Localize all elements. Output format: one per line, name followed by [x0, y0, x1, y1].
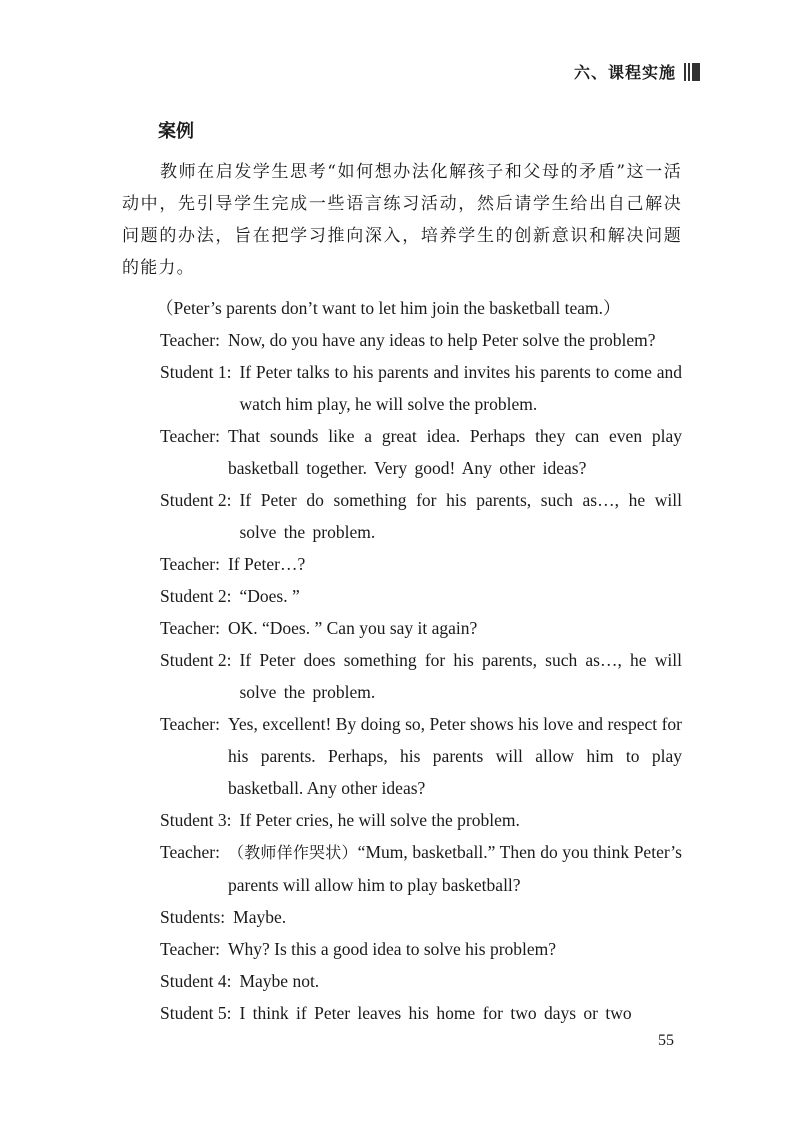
header-bars-decoration [684, 63, 700, 81]
dialogue-line [122, 836, 682, 901]
speaker-label: Student 1: [160, 362, 232, 382]
section-title: 案例 [158, 121, 194, 142]
scenario-note: （Peter’s parents don’t want to let him join the basketball team.） [156, 298, 621, 318]
dialogue-line [122, 644, 682, 708]
speaker-label: Student 2: [160, 490, 232, 510]
speaker-label: Teacher: [160, 842, 220, 862]
speaker-label: Student 2: [160, 650, 232, 670]
speaker-label: Teacher: [160, 554, 220, 574]
dialogue-line [122, 484, 682, 548]
dialogue-line [122, 804, 682, 836]
dialogue-line [122, 612, 682, 644]
speaker-label: Student 5: [160, 1003, 232, 1023]
dialogue-line [122, 901, 682, 933]
speech-text: OK. “Does. ” Can you say it again? [227, 618, 478, 638]
dialogue-line [122, 548, 682, 580]
dialogue-line [122, 356, 682, 420]
speech-text: If Peter cries, he will solve the problem. [239, 810, 520, 830]
speech-text: Why? Is this a good idea to solve his problem? [227, 939, 557, 959]
dialogue [122, 292, 682, 1029]
speech-text: Yes, excellent! By doing so, Peter shows his love and respect for his parents. Perhaps, his parents will allow him to play basketball. Any other ideas? [227, 714, 682, 798]
dialogue-line [122, 420, 682, 484]
dialogue-line [122, 580, 682, 612]
dialogue-line [122, 708, 682, 804]
speaker-label: Students: [160, 907, 226, 927]
running-header [574, 60, 700, 83]
running-title: 六、课程实施 [573, 63, 676, 82]
speech-text: Maybe. [233, 907, 287, 927]
speaker-label: Teacher: [160, 330, 220, 350]
page-content [122, 118, 682, 1029]
stage-direction: （教师佯作哭状） [227, 843, 358, 862]
speech-text: “Does. ” [239, 586, 300, 606]
speech-text: That sounds like a great idea. Perhaps they can even play basketball together. Very good! Any other ideas? [227, 426, 682, 478]
speech-text: If Peter…? [227, 554, 306, 574]
speaker-label: Student 2: [160, 586, 232, 606]
dialogue-line [122, 933, 682, 965]
speech-text: If Peter talks to his parents and invites his parents to come and watch him play, he will solve the problem. [239, 362, 682, 414]
dialogue-line [122, 965, 682, 997]
speech-text: If Peter does something for his parents, such as…, he will solve the problem. [239, 650, 682, 702]
speech-text [220, 836, 682, 901]
speaker-label: Student 3: [160, 810, 232, 830]
speech-text: Maybe not. [239, 971, 320, 991]
speech-text: I think if Peter leaves his home for two days or two [239, 1003, 632, 1023]
speaker-label: Teacher: [160, 426, 220, 446]
dialogue-line [122, 997, 682, 1029]
speaker-label: Teacher: [160, 939, 220, 959]
speech-text: Now, do you have any ideas to help Peter solve the problem? [227, 330, 656, 350]
dialogue-line [122, 324, 682, 356]
speaker-label: Student 4: [160, 971, 232, 991]
speech-text-part: “Mum, basketball.” Then do you think Peter’s parents will allow him to play basketball? [227, 842, 682, 895]
speech-text: If Peter do something for his parents, such as…, he will solve the problem. [239, 490, 682, 542]
speaker-label: Teacher: [160, 618, 220, 638]
page-number: 55 [658, 1032, 674, 1049]
speaker-label: Teacher: [160, 714, 220, 734]
intro-paragraph: 教师在启发学生思考“如何想办法化解孩子和父母的矛盾”这一活动中，先引导学生完成一些语言练习活动，然后请学生给出自己解决问题的办法，旨在把学习推向深入，培养学生的创新意识和解决问题的能力。 [122, 162, 682, 278]
